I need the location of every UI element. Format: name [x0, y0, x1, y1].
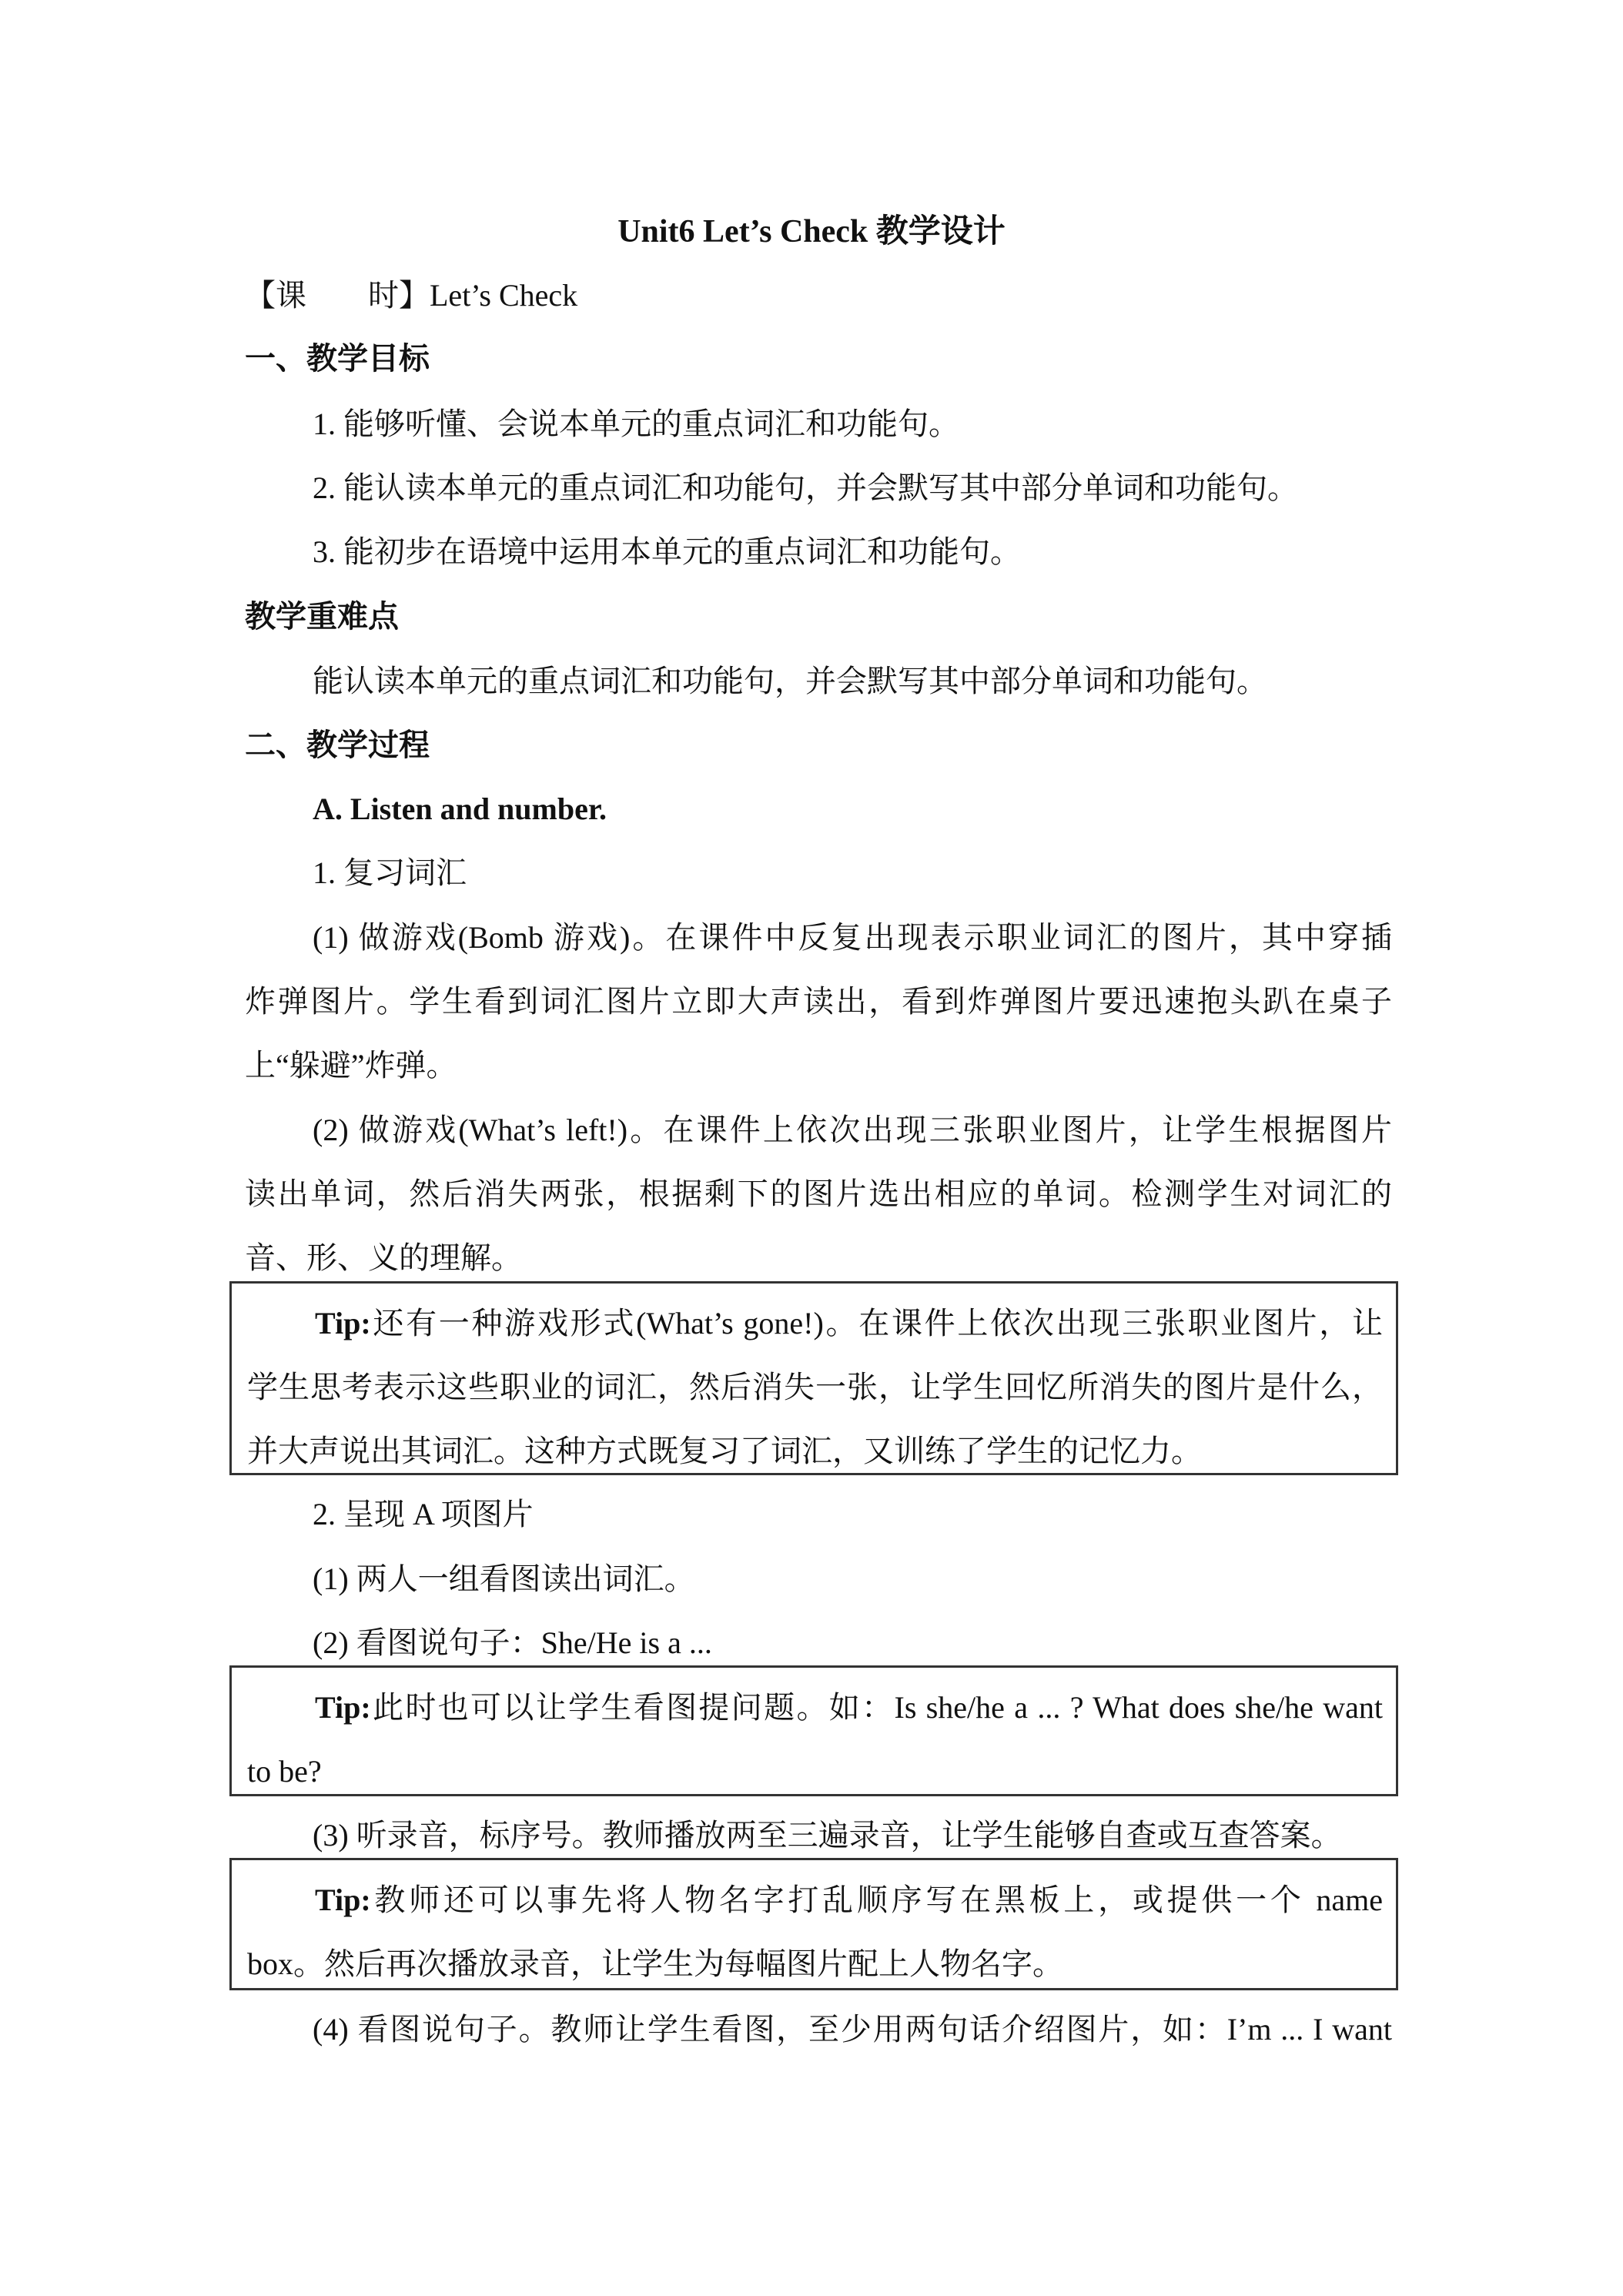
- objective-item: 1. 能够听懂、会说本单元的重点词汇和功能句。: [313, 407, 959, 441]
- tip-text: 此时也可以让学生看图提问题。如：Is she/he a ... ? What does she/he want: [370, 1690, 1383, 1725]
- lesson-label: 【课 时】: [245, 278, 430, 313]
- step1-title: 1. 复习词汇: [313, 855, 467, 890]
- tip-label: Tip:: [315, 1306, 371, 1340]
- section-heading-objectives: 一、教学目标: [245, 341, 430, 376]
- tip-text: 教师还可以事先将人物名字打乱顺序写在黑板上，或提供一个 name: [370, 1883, 1383, 1917]
- tip-box: [229, 1281, 1398, 1475]
- step2-item: (4) 看图说句子。教师让学生看图，至少用两句话介绍图片，如：I’m ... I want: [313, 2012, 1392, 2047]
- objective-item: 3. 能初步在语境中运用本单元的重点词汇和功能句。: [313, 534, 1021, 569]
- tip-box: [229, 1665, 1398, 1796]
- step1-paragraph2-line: 音、形、义的理解。: [245, 1240, 522, 1275]
- lesson-line: [245, 277, 577, 314]
- objective-item: 2. 能认读本单元的重点词汇和功能句，并会默写其中部分单词和功能句。: [313, 470, 1298, 505]
- tip-line: box。然后再次播放录音，让学生为每幅图片配上人物名字。: [247, 1946, 1063, 1981]
- tip-line: [315, 1689, 1383, 1726]
- step1-paragraph2-line: 读出单词，然后消失两张，根据剩下的图片选出相应的单词。检测学生对词汇的: [245, 1176, 1392, 1211]
- tip-line: [315, 1305, 1383, 1342]
- step1-paragraph1-line: (1) 做游戏(Bomb 游戏)。在课件中反复出现表示职业词汇的图片，其中穿插: [313, 920, 1392, 955]
- part-a-heading: A. Listen and number.: [313, 792, 607, 826]
- tip-line: [315, 1882, 1383, 1919]
- tip-label: Tip:: [315, 1690, 371, 1725]
- lesson-value: Let’s Check: [430, 278, 578, 313]
- section-heading-process: 二、教学过程: [245, 728, 430, 762]
- step2-item: (1) 两人一组看图读出词汇。: [313, 1561, 695, 1596]
- step2-item: (2) 看图说句子：She/He is a ...: [313, 1625, 712, 1660]
- step2-title: 2. 呈现 A 项图片: [313, 1497, 534, 1531]
- document-title: Unit6 Let’s Check 教学设计: [617, 214, 1006, 249]
- step1-paragraph1-line: 炸弹图片。学生看到词汇图片立即大声读出，看到炸弹图片要迅速抱头趴在桌子: [245, 984, 1392, 1019]
- section-heading-keypoints: 教学重难点: [245, 599, 399, 634]
- step2-item: (3) 听录音，标序号。教师播放两至三遍录音，让学生能够自查或互查答案。: [313, 1818, 1342, 1853]
- tip-line: to be?: [247, 1754, 322, 1789]
- tip-line: 学生思考表示这些职业的词汇，然后消失一张，让学生回忆所消失的图片是什么，: [247, 1370, 1383, 1404]
- tip-label: Tip:: [315, 1883, 371, 1917]
- tip-line: 并大声说出其词汇。这种方式既复习了词汇，又训练了学生的记忆力。: [247, 1434, 1202, 1468]
- tip-box: [229, 1858, 1398, 1990]
- tip-text: 还有一种游戏形式(What’s gone!)。在课件上依次出现三张职业图片，让: [370, 1306, 1383, 1340]
- step1-paragraph1-line: 上“躲避”炸弹。: [245, 1048, 457, 1083]
- step1-paragraph2-line: (2) 做游戏(What’s left!)。在课件上依次出现三张职业图片，让学生根据图片: [313, 1113, 1392, 1147]
- keypoints-text: 能认读本单元的重点词汇和功能句，并会默写其中部分单词和功能句。: [313, 664, 1267, 698]
